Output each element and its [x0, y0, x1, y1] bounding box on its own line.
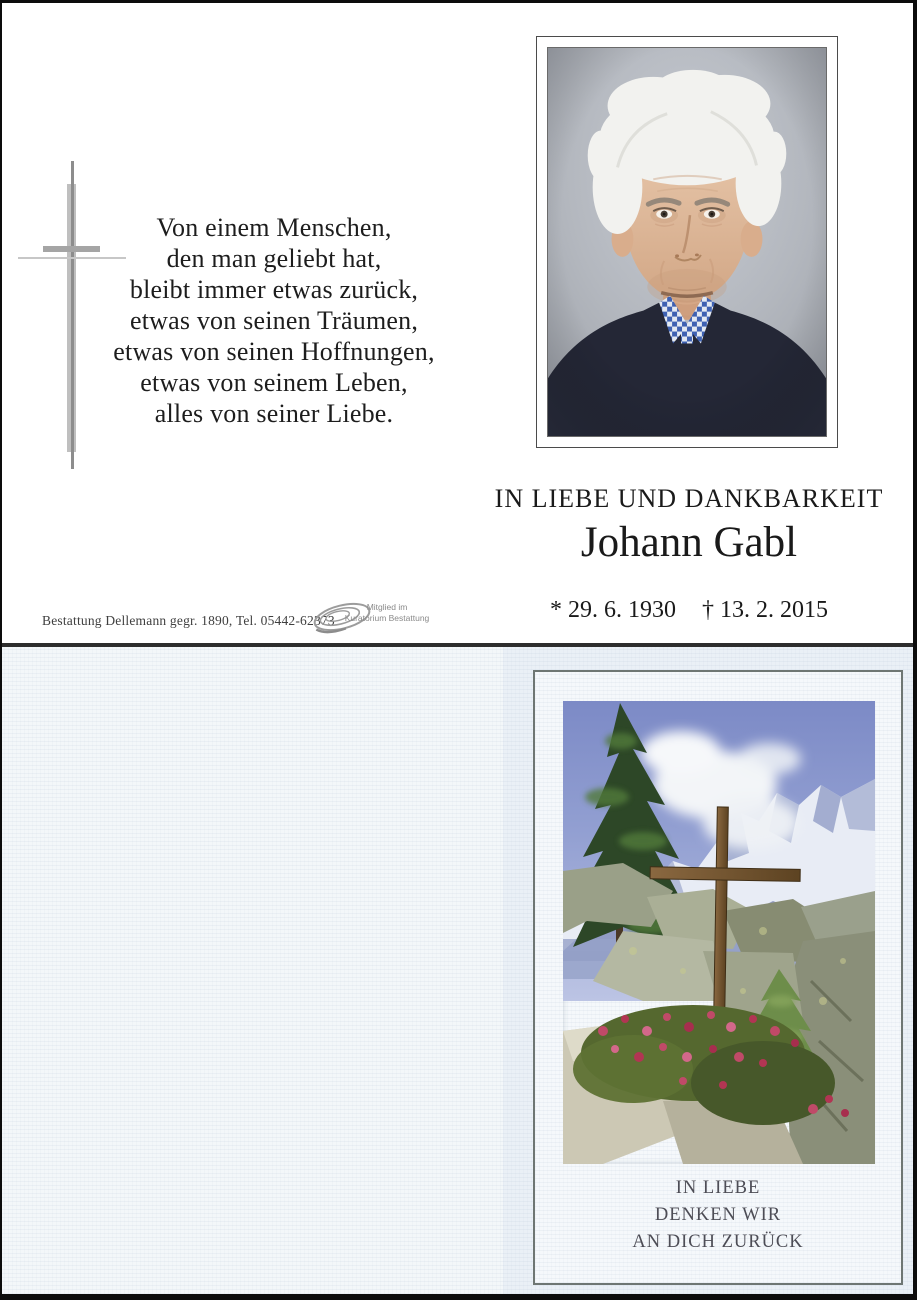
poem-line: alles von seiner Liebe.	[154, 399, 394, 428]
deceased-name: Johann Gabl	[580, 519, 798, 566]
tribute-line: IN LIEBE UND DANKBARKEIT	[494, 484, 884, 513]
membership-text	[332, 602, 442, 624]
portrait-photo	[547, 47, 827, 437]
poem-line: etwas von seinen Hoffnungen,	[113, 337, 435, 366]
scan-edge-top	[0, 0, 917, 3]
poem-line: bleibt immer etwas zurück,	[129, 275, 419, 304]
poem-line: Von einem Menschen,	[156, 213, 392, 242]
mountain-scene-illustration	[563, 701, 875, 1164]
fold-divider-line	[0, 643, 917, 647]
membership-line-2: Kuratorium Bestattung	[344, 613, 430, 623]
membership-line-1: Mitglied im	[366, 602, 408, 612]
birth-date: * 29. 6. 1930	[550, 597, 676, 623]
remembrance-text	[535, 1175, 901, 1256]
scan-edge-bottom	[0, 1294, 917, 1300]
poem-line: etwas von seinem Leben,	[140, 368, 408, 397]
poem-line: den man geliebt hat,	[166, 244, 382, 273]
mountain-cross-photo	[563, 701, 875, 1164]
funeral-home-line: Bestattung Dellemann gegr. 1890, Tel. 05442-62373	[42, 613, 335, 628]
card-back-panel	[0, 647, 503, 1294]
life-dates	[458, 597, 917, 624]
scan-edge-left	[0, 0, 2, 1300]
poem-text	[78, 212, 470, 429]
holy-card	[533, 670, 903, 1285]
inner-pages	[0, 0, 917, 643]
remembrance-line: IN LIEBE	[675, 1178, 761, 1198]
scan-edge-right	[913, 0, 917, 1300]
portrait-frame	[536, 36, 838, 448]
poem-line: etwas von seinen Träumen,	[129, 306, 419, 335]
cross-vertical-dark-bar	[71, 161, 74, 469]
portrait-illustration	[548, 48, 826, 436]
death-date: † 13. 2. 2015	[702, 597, 828, 623]
remembrance-line: DENKEN WIR	[654, 1205, 782, 1225]
remembrance-line: AN DICH ZURÜCK	[632, 1232, 804, 1252]
